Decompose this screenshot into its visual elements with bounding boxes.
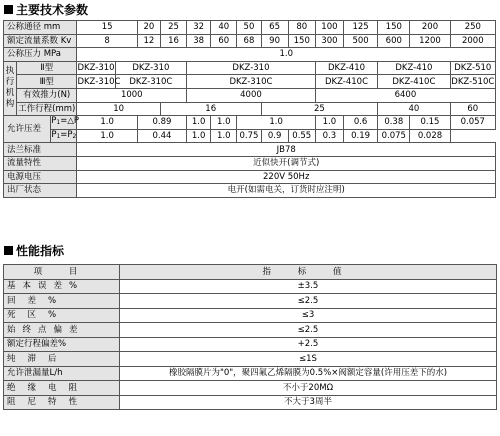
cell: DKZ-310C xyxy=(77,76,121,87)
state-label: 出厂状态 xyxy=(4,184,77,198)
stroke-row xyxy=(4,102,496,116)
perf-row xyxy=(4,352,497,367)
perf-header-value: 指 标 值 xyxy=(120,265,497,280)
cell: 38 xyxy=(187,34,211,48)
cell: 40 xyxy=(211,21,237,35)
p1-p2-label: P1=P2 xyxy=(51,129,77,143)
pn-label: 公称压力 MPa xyxy=(4,48,77,62)
cell: 0.075 xyxy=(378,129,410,143)
cell: DKZ-410C xyxy=(315,75,377,89)
cell: 80 xyxy=(288,21,315,35)
cell: 16 xyxy=(160,102,261,116)
cell: 600 xyxy=(378,34,410,48)
cell: DKZ-310 xyxy=(187,61,316,75)
cell: 0.38 xyxy=(378,116,410,130)
cell: 1.0 xyxy=(77,129,137,143)
perf-item: 始终点偏差 xyxy=(4,323,120,338)
perf-header-item: 项 目 xyxy=(4,265,120,280)
cell: DKZ-310 xyxy=(77,63,115,74)
cell: 4000 xyxy=(187,88,316,102)
cell: 1.0 xyxy=(77,116,137,130)
cell: 1.0 xyxy=(187,116,211,130)
perf-value: 不小于20MΩ xyxy=(120,381,497,396)
perf-header-row xyxy=(4,265,497,280)
state-row xyxy=(4,184,496,198)
perf-value: 不大于3周半 xyxy=(120,395,497,410)
thrust-row xyxy=(4,88,496,102)
cell: 125 xyxy=(343,21,377,35)
type3-label: Ⅲ型 xyxy=(17,75,77,89)
cell: 150 xyxy=(288,34,315,48)
perf-row xyxy=(4,366,497,381)
cell: 25 xyxy=(261,102,378,116)
allow-dp-label: 允许压差 xyxy=(4,116,51,143)
perf-item: 基本误差% xyxy=(4,279,120,294)
cell: 32 xyxy=(187,21,211,35)
cell: 8 xyxy=(77,34,137,48)
cell: 2000 xyxy=(450,34,495,48)
cell: 0.55 xyxy=(288,129,315,143)
allow-dp-row-1 xyxy=(4,116,496,130)
perf-row xyxy=(4,308,497,323)
cell: 0.15 xyxy=(410,116,450,130)
power-row xyxy=(4,170,496,184)
perf-row xyxy=(4,279,497,294)
flange-value: JB78 xyxy=(77,143,496,157)
section-title-performance: 性能指标 xyxy=(4,244,64,258)
perf-item: 额定行程偏差% xyxy=(4,337,120,352)
cell: 1.0 xyxy=(211,116,237,130)
cell: DKZ-510 xyxy=(450,61,495,75)
perf-row xyxy=(4,323,497,338)
perf-value: ±3.5 xyxy=(120,279,497,294)
power-value: 220V 50Hz xyxy=(77,170,496,184)
performance-table xyxy=(3,264,497,410)
kv-label: 额定流量系数 Kv xyxy=(4,34,77,48)
cell: 60 xyxy=(450,102,495,116)
cell: 0.89 xyxy=(137,116,186,130)
cell: DKZ-410 xyxy=(378,61,450,75)
cell: 0.44 xyxy=(137,129,186,143)
cell: 65 xyxy=(261,21,288,35)
cell: 500 xyxy=(343,34,377,48)
p1-dp-label: P1=△P xyxy=(51,116,77,130)
cell: 300 xyxy=(315,34,343,48)
power-label: 电源电压 xyxy=(4,170,77,184)
allow-dp-row-2 xyxy=(4,129,496,143)
perf-value: ≤1S xyxy=(120,352,497,367)
flow-label: 流量特性 xyxy=(4,156,77,170)
perf-value: ≤3 xyxy=(120,308,497,323)
perf-item: 允许泄漏量L/h xyxy=(4,366,120,381)
cell: 6400 xyxy=(315,88,495,102)
cell: 1.0 xyxy=(315,116,343,130)
perf-value: ≤2.5 xyxy=(120,323,497,338)
section-title-main-params: 主要技术参数 xyxy=(4,3,88,17)
cell: 20 xyxy=(137,21,160,35)
perf-item: 绝缘电阻 xyxy=(4,381,120,396)
perf-item: 阻尼特性 xyxy=(4,395,120,410)
cell: DKZ-310 xyxy=(115,61,186,75)
cell: DKZ-310C xyxy=(115,75,186,89)
cell: DKZ-410 xyxy=(315,61,377,75)
cell: 25 xyxy=(160,21,186,35)
cell: 0.3 xyxy=(315,129,343,143)
cell: 1.0 xyxy=(211,129,237,143)
cell: 0.057 xyxy=(450,116,495,130)
dn-row xyxy=(4,21,496,35)
cell: 1.0 xyxy=(237,116,315,130)
cell: DKZ-510C xyxy=(451,76,495,87)
cell: 1000 xyxy=(77,88,187,102)
perf-item: 死区% xyxy=(4,308,120,323)
tech-params-table xyxy=(3,20,496,198)
cell: DKZ-310C xyxy=(187,75,316,89)
state-value: 电开(如需电关，订货时应注明) xyxy=(77,184,496,198)
perf-value: +2.5 xyxy=(120,337,497,352)
cell: 200 xyxy=(410,21,450,35)
cell: 100 xyxy=(315,21,343,35)
cell: 0.9 xyxy=(261,129,288,143)
cell: 16 xyxy=(160,34,186,48)
perf-item: 纯滞后 xyxy=(4,352,120,367)
bullet-square-icon xyxy=(4,246,13,255)
cell: 15 xyxy=(77,21,137,35)
flow-value: 近似快开(调节式) xyxy=(77,156,496,170)
cell: 50 xyxy=(237,21,261,35)
dn-label: 公称通径 mm xyxy=(4,21,77,35)
cell: 60 xyxy=(211,34,237,48)
pn-value: 1.0 xyxy=(77,48,496,62)
flow-row xyxy=(4,156,496,170)
actuator-label: 执行机构 xyxy=(4,61,17,115)
kv-row xyxy=(4,34,496,48)
type2-label: Ⅱ型 xyxy=(17,61,77,75)
flange-label: 法兰标准 xyxy=(4,143,77,157)
cell: 250 xyxy=(450,21,495,35)
cell: 0.75 xyxy=(237,129,261,143)
cell: 150 xyxy=(378,21,410,35)
cell: 68 xyxy=(237,34,261,48)
thrust-label: 有效推力(N) xyxy=(17,88,77,102)
perf-row xyxy=(4,381,497,396)
cell: 1.0 xyxy=(187,129,211,143)
cell: 90 xyxy=(261,34,288,48)
cell: 1200 xyxy=(410,34,450,48)
type2-row xyxy=(4,61,496,75)
cell: 10 xyxy=(77,102,160,116)
perf-item: 回差% xyxy=(4,294,120,309)
cell: 40 xyxy=(378,102,450,116)
cell: 12 xyxy=(137,34,160,48)
perf-value: 橡胶隔膜片为"0"，聚四氟乙烯隔膜为0.5%×阀额定容量(许用压差下的水) xyxy=(120,366,497,381)
perf-row xyxy=(4,337,497,352)
stroke-label: 工作行程(mm) xyxy=(18,103,76,114)
type3-row xyxy=(4,75,496,89)
perf-row xyxy=(4,294,497,309)
perf-row xyxy=(4,395,497,410)
cell: 0.028 xyxy=(410,129,450,143)
cell: 0.19 xyxy=(343,129,377,143)
cell: 0.6 xyxy=(343,116,377,130)
flange-row xyxy=(4,143,496,157)
cell: DKZ-410C xyxy=(378,75,450,89)
perf-value: ≤2.5 xyxy=(120,294,497,309)
bullet-square-icon xyxy=(4,5,13,14)
pn-row xyxy=(4,48,496,62)
